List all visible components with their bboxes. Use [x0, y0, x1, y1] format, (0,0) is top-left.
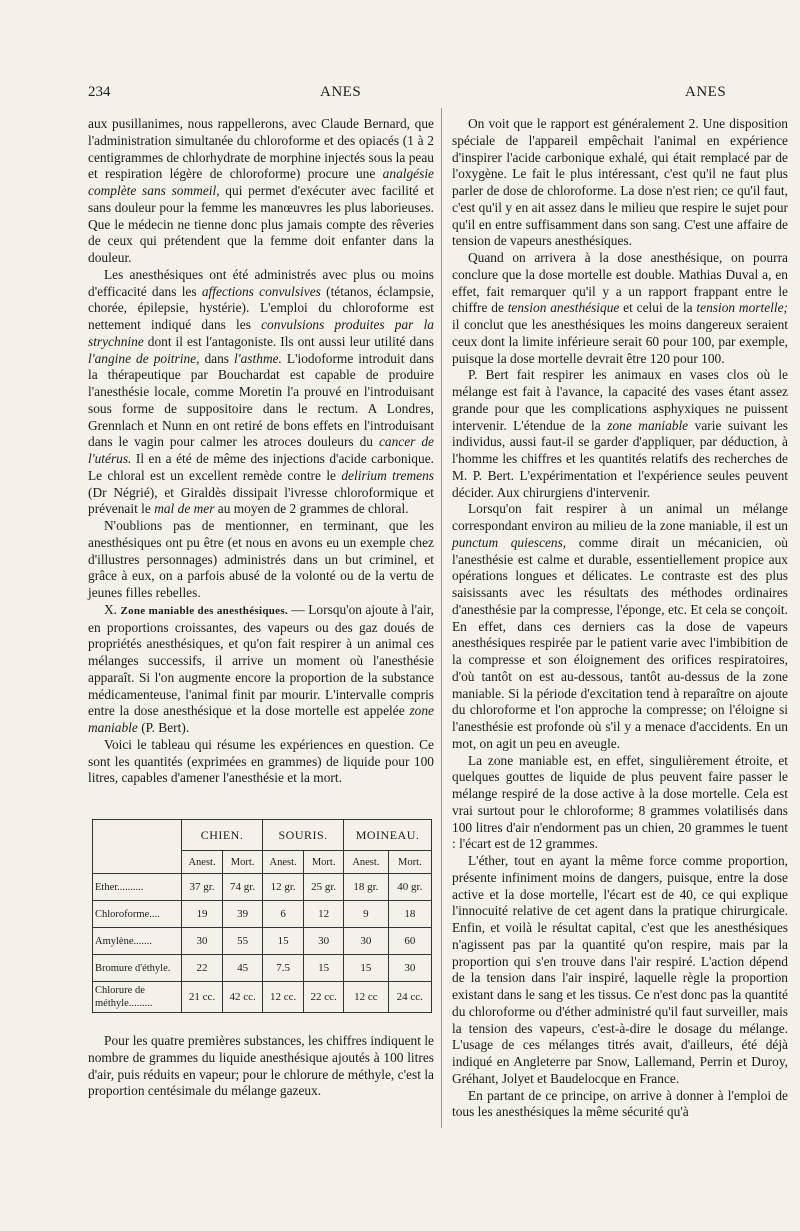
paragraph: Les anesthésiques ont été administrés avec plus ou moins d'efficacité dans les affections convulsives (tétanos, éclampsie, chorée, épilepsie, hystérie). L'emploi du chloroforme est nettement indiqué dans les convulsions produites par la strychnine dont il est l'antagoniste. Ils ont aussi leur utilité dans l'angine de poitrine, dans l'asthme. L'iodoforme introduit dans la thérapeutique par Bouchardat est capable de produire l'anesthésie locale, comme Moretin l'a prouvé en l'introduisant sous forme de suppositoire dans le rectum. A Londres, Grennlach et Nunn en ont retiré de bons effets en l'introduisant dans le vagin pour calmer les atroces douleurs du cancer de l'utérus. Il en a été de même des injections d'acide carbonique. Le chloral est un excellent remède contre le delirium tremens (Dr Négrié), et Giraldès dissipait l'ivresse chloroformique et prévenait le mal de mer au moyen de 2 grammes de chloral.	[88, 266, 435, 517]
table-cell: 30	[304, 928, 344, 955]
table-row	[93, 982, 432, 1013]
table-cell: 55	[223, 928, 263, 955]
table-cell: 39	[223, 901, 263, 928]
table-group-header: CHIEN.	[182, 820, 263, 851]
table-cell: 74 gr.	[223, 874, 263, 901]
table-cell: 6	[263, 901, 304, 928]
table-cell: 15	[344, 955, 389, 982]
table-cell: 19	[182, 901, 223, 928]
table-subheader: Mort.	[304, 851, 344, 874]
section-heading: Zone maniable des anesthésiques.	[120, 604, 288, 617]
table-cell: 18	[388, 901, 431, 928]
table-cell: 12 gr.	[263, 874, 304, 901]
row-label: Ether..........	[93, 874, 182, 901]
paragraph: Quand on arrivera à la dose anesthésique, on pourra conclure que la dose mortelle est double. Mathias Duval a, en effet, fait remarquer qu'il y a un rapport frappant entre le chiffre de tension anesthésique et celui de la tension mortelle; il conclut que les anesthésiques les moins dangereux seraient ceux dont la limite inférieure serait 60 pour 100, par exemple, puisque la dose mortelle devrait être 120 pour 100.	[452, 250, 788, 366]
paragraph: Pour les quatre premières substances, les chiffres indiquent le nombre de grammes du liquide anesthésique ajoutés à 100 litres d'air, puis réduits en vapeur; pour le chlorure de méthyle, c'est la proportion centésimale du mélange gazeux.	[88, 1033, 434, 1099]
table-group-header: MOINEAU.	[344, 820, 432, 851]
table-subheader: Anest.	[182, 851, 223, 874]
table-subheader: Mort.	[223, 851, 263, 874]
running-title-left: ANES	[320, 84, 362, 100]
table-row	[93, 874, 432, 901]
table-cell: 7.5	[263, 955, 304, 982]
row-label: Bromure d'éthyle.	[93, 955, 182, 982]
section-heading-paragraph: X. Zone maniable des anesthésiques. — Lorsqu'on ajoute à l'air, en proportions croissantes, des vapeurs ou des gaz doués de propriétés anesthésiques, et qu'on fait respirer à un animal ces mélanges successifs, il arrive un moment où l'anesthésie apparaît. Si l'on augmente encore la proportion de la substance médicamenteuse, l'animal finit par mourir. L'intervalle compris entre la dose anesthésique et la dose mortelle est appelée zone maniable (P. Bert).	[88, 601, 434, 735]
paragraph: En partant de ce principe, on arrive à donner à l'emploi de tous les anesthésiques la même sécurité qu'à	[452, 1087, 788, 1120]
data-table	[92, 819, 432, 1013]
paragraph: Lorsqu'on fait respirer à un animal un mélange correspondant environ au milieu de la zone maniable, il est un punctum quiescens, comme dirait un mécanicien, où l'anesthésie est calme et durable, essentiellement propice aux opérations longues et délicates. Le contraste est des plus saisissants avec les résultats des méthodes ordinaires d'anesthésie par la compresse, l'éponge, etc. Et cela se conçoit. En effet, dans ces derniers cas la dose de vapeurs anesthésiques respirée par le patient varie avec l'imbibition de la compresse et son éloignement des orifices respiratoires, d'où tantôt on est au-dessous, tantôt au-dessus de la zone maniable. Si la période d'excitation tend à reparaître on ajoute du chloroforme et l'on approche la compresse; on l'éloigne si l'anesthésie est profonde où s'il y a menace d'accidents. En un mot, on agit un peu en aveugle.	[452, 501, 788, 751]
table-cell: 30	[344, 928, 389, 955]
table-subheader: Anest.	[344, 851, 389, 874]
page-number: 234	[88, 84, 111, 100]
table-cell: 22 cc.	[304, 982, 344, 1013]
running-title-right: ANES	[685, 84, 727, 100]
row-label: Amylène.......	[93, 928, 182, 955]
table-cell: 12 cc	[344, 982, 389, 1013]
row-label: Chlorure de méthyle.........	[93, 982, 182, 1013]
paragraph: aux pusillanimes, nous rappellerons, avec Claude Bernard, que l'administration simultanée du chloroforme et des opiacés (1 à 2 centigrammes de chlorhydrate de morphine injectés sous la peau et respiration légère de chloroforme) procure une analgésie complète sans sommeil, qui permet d'exécuter avec facilité et sans douleur pour la femme les manœuvres les plus laborieuses. Que le médecin ne tienne donc plus jamais compte des rêveries de ceux qui prétendent que la femme doit enfanter dans la douleur.	[88, 116, 435, 265]
right-column	[452, 116, 788, 1121]
table-row	[93, 928, 432, 955]
table-corner	[93, 820, 182, 874]
table-cell: 42 cc.	[223, 982, 263, 1013]
table-cell: 60	[388, 928, 431, 955]
table-row	[93, 955, 432, 982]
paragraph: L'éther, tout en ayant la même force comme proportion, présente infiniment moins de dangers, puisque, entre la dose active et la dose mortelle, l'écart est de 40, ce qui explique l'innocuité relative de cet agent dans la pratique chirurgicale. Enfin, et voilà le résultat capital, c'est que les anesthésiques n'agissent pas par la quantité qu'on respire, mais par la proportion qui s'en trouve dans l'air respiré. L'action dépend de la tension dans l'air inspiré, laquelle règle la proportion existant dans le sang et les tissus. Ce n'est donc pas la quantité du chloroforme ou d'éther administré qu'il faut surveiller, mais la tension des vapeurs, c'est-à-dire le dosage du mélange. L'usage de ces mélanges titrés avait, d'ailleurs, été déjà indiqué en Angleterre par Snow, Lallemand, Perrin et Duroy, Gréhant, Jolyet et Baudelocque en France.	[452, 853, 788, 1086]
paragraph: N'oublions pas de mentionner, en terminant, que les anesthésiques ont pu être (et nous en avons eu un exemple chez d'illustres personnages) administrés dans un but criminel, et grâce à eux, on a parfois abusé de la volonté ou de la vertu de jeunes filles rebelles.	[88, 518, 434, 600]
table-cell: 15	[263, 928, 304, 955]
paragraph: Voici le tableau qui résume les expériences en question. Ce sont les quantités (exprimées en grammes) de liquide pour 100 litres, capables d'amener l'anesthésie et la mort.	[88, 736, 434, 786]
paragraph: P. Bert fait respirer les animaux en vases clos où le mélange est fait à l'avance, la capacité des vases étant assez grande pour que les complications asphyxiques ne puissent intervenir. L'étendue de la zone maniable varie suivant les individus, aussi faut-il se garder d'appliquer, par déduction, à l'homme les chiffres et les quantités relatifs des recherches de M. P. Bert. L'expérimentation et l'expérience seules peuvent décider. Aux chirurgiens d'intervenir.	[452, 367, 788, 500]
table-subheader: Mort.	[388, 851, 431, 874]
table-note	[88, 1033, 434, 1100]
table-cell: 30	[388, 955, 431, 982]
table-cell: 21 cc.	[182, 982, 223, 1013]
paragraph: On voit que le rapport est généralement 2. Une disposition spéciale de l'appareil empêchait l'animal en expérience d'inspirer l'acide carbonique exhalé, qui était remplacé par de l'oxygène. Le fait le plus intéressant, c'est qu'il ne faut plus parler de dose de chloroforme. La dose n'est rien; ce qu'il faut, c'est qu'il y en ait assez dans le milieu que respire le sujet pour qu'il en entre suffisamment dans son sang. C'est une affaire de tension de vapeurs anesthésiques.	[452, 116, 788, 249]
left-column	[88, 116, 434, 1100]
table-cell: 22	[182, 955, 223, 982]
table-cell: 15	[304, 955, 344, 982]
table-group-header: SOURIS.	[263, 820, 344, 851]
table-cell: 12 cc.	[263, 982, 304, 1013]
column-divider	[441, 108, 442, 1128]
table-cell: 25 gr.	[304, 874, 344, 901]
table-row	[93, 901, 432, 928]
table-cell: 45	[223, 955, 263, 982]
table-cell: 12	[304, 901, 344, 928]
row-label: Chloroforme....	[93, 901, 182, 928]
table-subheader: Anest.	[263, 851, 304, 874]
table-cell: 37 gr.	[182, 874, 223, 901]
table-cell: 24 cc.	[388, 982, 431, 1013]
table-cell: 9	[344, 901, 389, 928]
running-header	[88, 84, 778, 104]
table-cell: 30	[182, 928, 223, 955]
table-cell: 40 gr.	[388, 874, 431, 901]
paragraph: La zone maniable est, en effet, singulièrement étroite, et quelques gouttes de liquide de plus peuvent faire passer le mélange respiré de la dose active à la dose mortelle. Cela est vrai surtout pour le chloroforme; 8 grammes volatilisés dans 100 litres d'air n'endorment pas un chien, 20 grammes le tuent : l'écart est de 12 grammes.	[452, 752, 788, 852]
data-table-wrapper	[92, 819, 434, 1013]
table-cell: 18 gr.	[344, 874, 389, 901]
